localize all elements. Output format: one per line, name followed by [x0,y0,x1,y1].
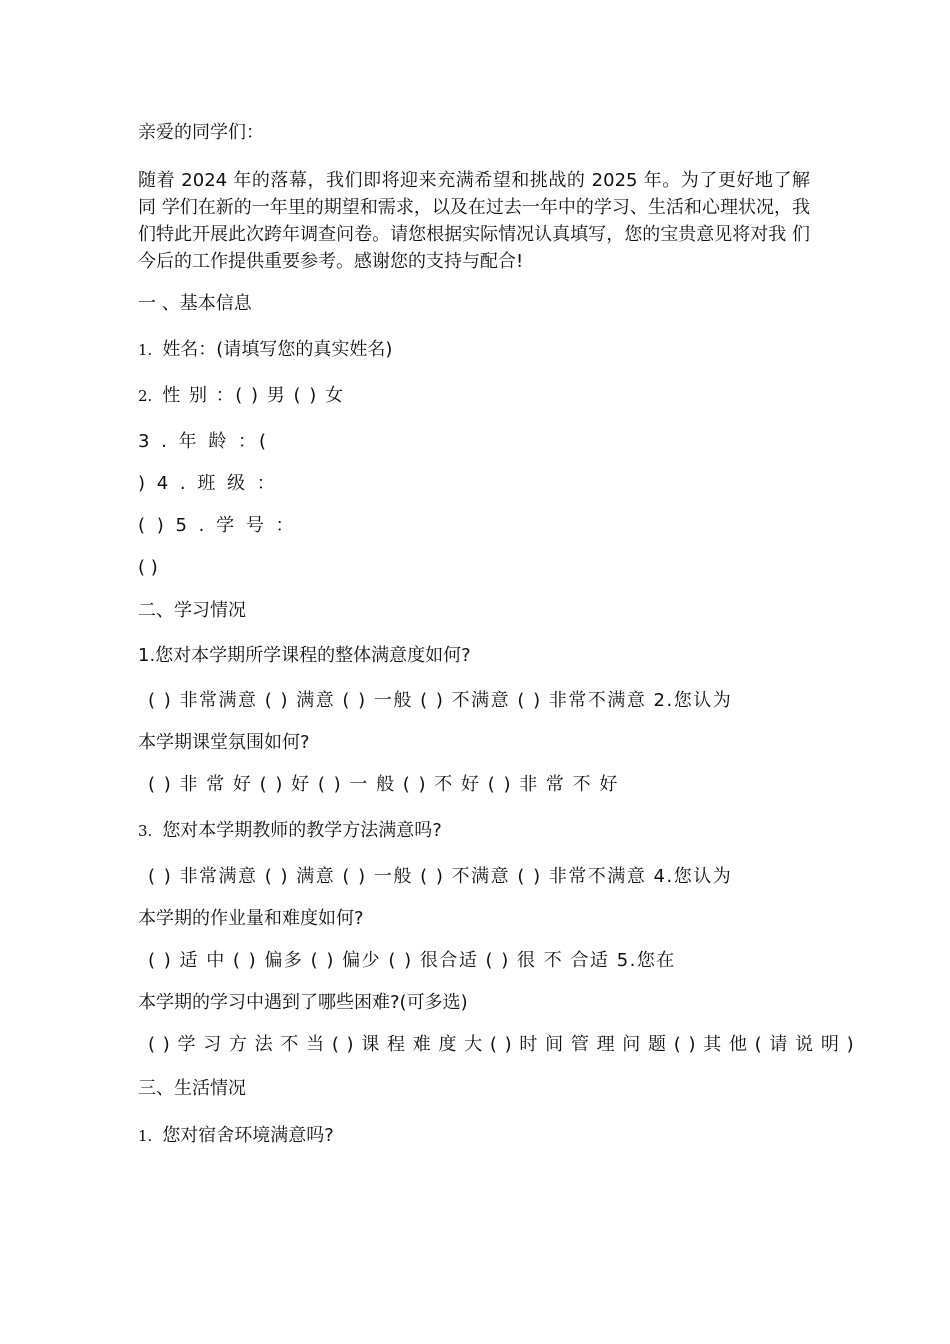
question-number: 1. [138,341,153,359]
question-text: 您对本学期教师的教学方法满意吗? [162,820,442,841]
question-text: 姓名：(请填写您的真实姓名) [162,339,393,360]
question-class: ) 4 . 班 级 ： [138,473,278,494]
study-question-4: 本学期的作业量和难度如何? [138,908,364,929]
question-number: 1. [138,1127,153,1145]
question-text: 您对宿舍环境满意吗? [162,1125,334,1146]
study-question-3 [138,818,442,844]
study-question-5-options: ( ) 学 习 方 法 不 当 ( ) 课 程 难 度 大 ( ) 时 间 管 理 问 题 ( ) 其 他 ( 请 说 明 ) [148,1034,855,1055]
section-basic-info-title: 一 、基本信息 [138,293,252,314]
study-question-2: 本学期课堂氛围如何? [138,732,310,753]
greeting: 亲爱的同学们： [138,122,264,143]
study-question-3-options: ( ) 非常满意 ( ) 满意 ( ) 一般 ( ) 不满意 ( ) 非常不满意 4.您认为 [148,866,733,887]
intro-paragraph: 随着 2024 年的落幕，我们即将迎来充满希望和挑战的 2025 年。为了更好地了解同 学们在新的一年里的期望和需求，以及在过去一年中的学习、生活和心理状况，我 们特此开展此次跨年调查问卷。请您根据实际情况认真填写，您的宝贵意见将对我 们今后的工作提供重要参考。感谢您的支持与配合! [138,170,810,272]
question-text: 性 别 ：( ) 男 ( ) 女 [162,385,345,406]
question-name [138,337,392,363]
study-question-1: 1.您对本学期所学课程的整体满意度如何? [138,645,471,666]
question-number: 3. [138,822,153,840]
section-life-title: 三、生活情况 [138,1078,246,1099]
section-study-title: 二、学习情况 [138,600,246,621]
question-student-id: ( ) 5 . 学 号 ： [138,515,297,536]
question-number: 2. [138,387,153,405]
study-question-5: 本学期的学习中遇到了哪些困难?(可多选) [138,992,468,1013]
study-question-4-options: ( ) 适 中 ( ) 偏多 ( ) 偏少 ( ) 很合适 ( ) 很 不 合适 5.您在 [148,950,676,971]
life-question-1 [138,1123,334,1149]
question-age: 3 . 年 龄 ：( [138,431,270,452]
question-gender [138,383,344,409]
study-question-2-options: ( ) 非 常 好 ( ) 好 ( ) 一 般 ( ) 不 好 ( ) 非 常 不 好 [148,774,619,795]
answer-blank: ( ) [138,557,158,578]
study-question-1-options: ( ) 非常满意 ( ) 满意 ( ) 一般 ( ) 不满意 ( ) 非常不满意 2.您认为 [148,690,733,711]
